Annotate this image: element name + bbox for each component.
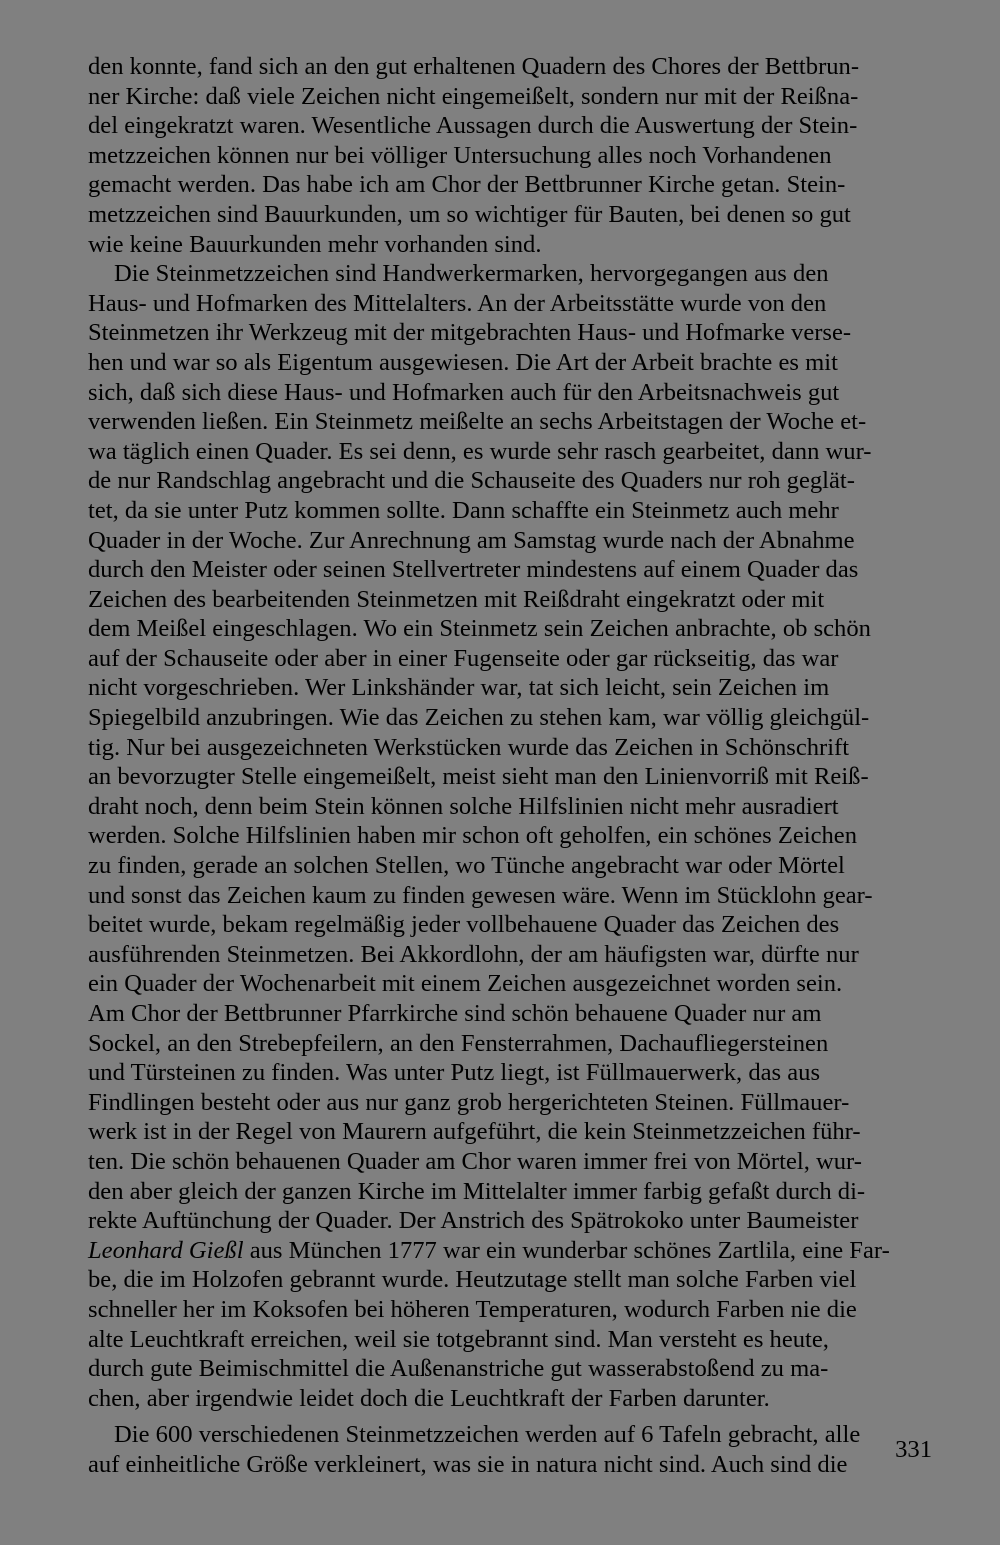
page-number: 331 (895, 1436, 932, 1463)
paragraph-2-continuation: aus München 1777 war ein wunderbar schönes Zartlila, eine Far- be, die im Holzofen gebrannt wurde. Heutzutage stellt man solche Farben viel schneller her im Koksofen bei höheren Temperaturen, wodurch Farben nie die alte Leuchtkraft erreichen, weil sie totgebrannt sind. Man versteht es heute, durch gute Beimischmittel die Außenanstriche gut wasserabstoßend zu ma- chen, aber irgendwie leidet doch die Leuchtkraft der Farben darunter. (88, 1236, 890, 1412)
italic-person-name: Leonhard Gießl (88, 1236, 244, 1264)
paragraph-2 (88, 259, 933, 1413)
paragraph-3: Die 600 verschiedenen Steinmetzzeichen werden auf 6 Tafeln gebracht, alle auf einheitliche Größe verkleinert, was sie in natura nicht sind. Auch sind die (88, 1421, 861, 1478)
paragraph-2-main-text: Die Steinmetzzeichen sind Handwerkermarken, hervorgegangen aus den Haus- und Hofmarken des Mittelalters. An der Arbeitsstätte wurde von den Steinmetzen ihr Werkzeug mit der mitgebrachten Haus- und Hofmarke verse- hen und war so als Eigentum ausgewiesen. Die Art der Arbeit brachte es mit sich, daß sich diese Haus- und Hofmarken auch für den Arbeitsnachweis gut verwenden ließen. Ein Steinmetz meißelte an sechs Arbeitstagen der Woche et- wa täglich einen Quader. Es sei denn, es wurde sehr rasch gearbeitet, dann wur- de nur Randschlag angebracht und die Schauseite des Quaders nur roh geglät- tet, da sie unter Putz kommen sollte. Dann schaffte ein Steinmetz auch mehr Quader in der Woche. Zur Anrechnung am Samstag wurde nach der Abnahme durch den Meister oder seinen Stellvertreter mindestens auf einem Quader das Zeichen des bearbeitenden Steinmetzen mit Reißdraht eingekratzt oder mit dem Meißel eingeschlagen. Wo ein Steinmetz sein Zeichen anbrachte, ob schön auf der Schauseite oder aber in einer Fugenseite oder gar rückseitig, das war nicht vorgeschrieben. Wer Linkshänder war, tat sich leicht, sein Zeichen im Spiegelbild anzubringen. Wie das Zeichen zu stehen kam, war völlig gleichgül- tig. Nur bei ausgezeichneten Werkstücken wurde das Zeichen in Schönschrift an bevorzugter Stelle eingemeißelt, meist sieht man den Linienvorriß mit Reiß- draht noch, denn beim Stein können solche Hilfslinien nicht mehr ausradiert werden. Solche Hilfslinien haben mir schon oft geholfen, ein schönes Zeichen zu finden, gerade an solchen Stellen, wo Tünche angebracht war oder Mörtel und sonst das Zeichen kaum zu finden gewesen wäre. Wenn im Stücklohn gear- beitet wurde, bekam regelmäßig jeder vollbehauene Quader das Zeichen des ausführenden Steinmetzen. Bei Akkordlohn, der am häufigsten war, dürfte nur ein Quader der Wochenarbeit mit einem Zeichen ausgezeichnet worden sein. Am Chor der Bettbrunner Pfarrkirche sind schön behauene Quader nur am Sockel, an den Strebepfeilern, an den Fensterrahmen, Dachaufliegersteinen und Türsteinen zu finden. Was unter Putz liegt, ist Füllmauerwerk, das aus Findlingen besteht oder aus nur ganz grob hergerichteten Steinen. Füllmauer- werk ist in der Regel von Maurern aufgeführt, die kein Steinmetzzeichen führ- ten. Die schön behauenen Quader am Chor waren immer frei von Mörtel, wur- den aber gleich der ganzen Kirche im Mittelalter immer farbig gefaßt durch di- rekte Auftünchung der Quader. Der Anstrich des Spätrokoko unter Baumeister (88, 260, 873, 1235)
paragraph-1: den konnte, fand sich an den gut erhaltenen Quadern des Chores der Bettbrun- ner Kirche: daß viele Zeichen nicht eingemeißelt, sondern nur mit der Reißna- del eingekratzt waren. Wesentliche Aussagen durch die Auswertung der Stein- metzzeichen können nur bei völliger Untersuchung alles noch Vorhandenen gemacht werden. Das habe ich am Chor der Bettbrunner Kirche getan. Stein- metzzeichen sind Bauurkunden, um so wichtiger für Bauten, bei denen so gut wie keine Bauurkunden mehr vorhanden sind. (88, 53, 860, 258)
page-text-block (88, 52, 933, 1480)
